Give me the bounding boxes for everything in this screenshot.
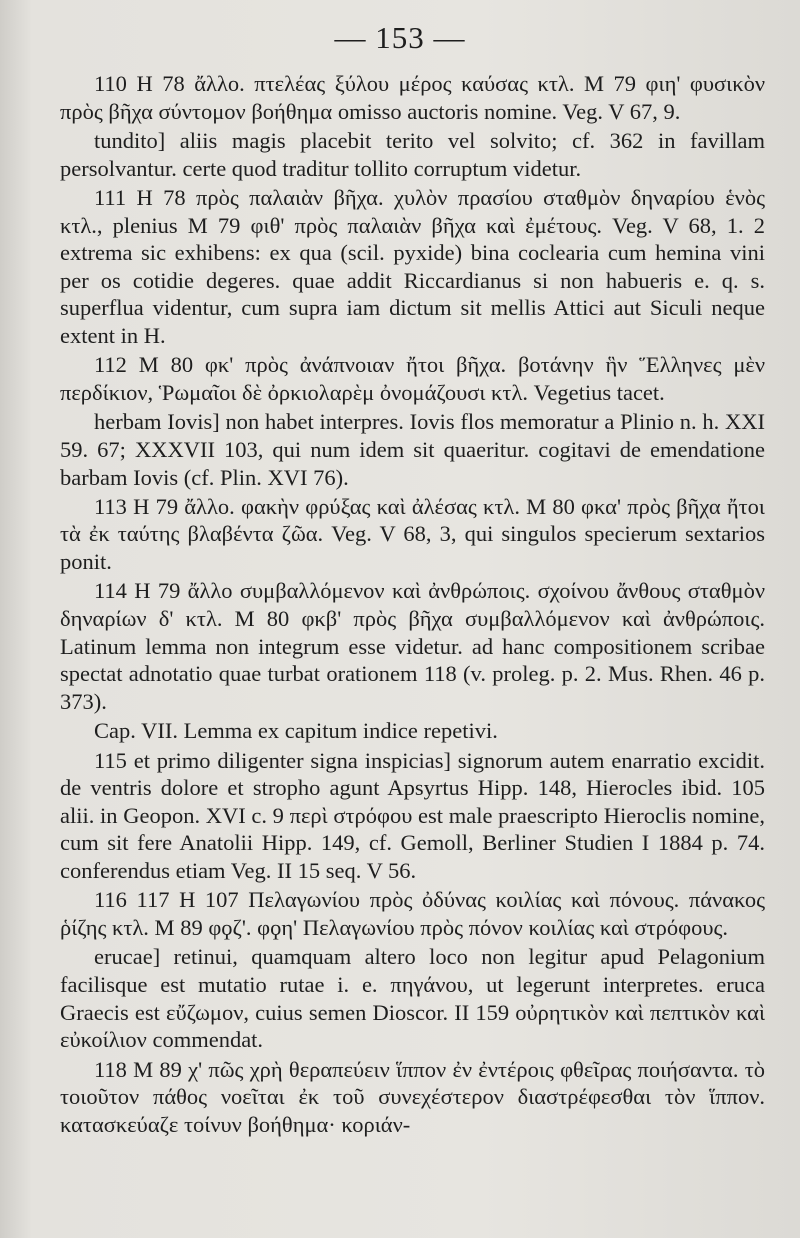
note-112: 112 M 80 φκ' πρὸς ἀνάπνοιαν ἤτοι βῆχα. βοτάνην ἣν Ἕλληνες μὲν περδίκιον, Ῥωμαῖοι δὲ ὀρκιολαρὲμ ὀνομάζουσι κτλ. Vegetius tacet.	[60, 352, 765, 405]
note-114: 114 H 79 ἄλλο συμβαλλόμενον καὶ ἀνθρώποις. σχοίνου ἄνθους σταθμὸν δηναρίων δ' κτλ. M 80 φκβ' πρὸς βῆχα συμβαλλόμενον καὶ ἀνθρώποις. Latinum lemma non integrum esse videtur. ad hanc compositionem scribae spectat adnotatio quae turbat orationem 118 (v. proleg. p. 2. Mus. Rhen. 46 p. 373).	[60, 578, 765, 714]
note-herbam-iovis: herbam Iovis] non habet interpres. Iovis flos memoratur a Plinio n. h. XXI 59. 67; XXXVII 103, qui num idem sit quaeritur. cogitavi de emendatione barbam Iovis (cf. Plin. XVI 76).	[60, 409, 765, 490]
note-erucae: erucae] retinui, quamquam altero loco non legitur apud Pelagonium facilisque est mutatio rutae i. e. πηγάνου, ut legerunt interpretes. eruca Graecis est εὔζωμον, cuius semen Dioscor. II 159 οὐρητικὸν καὶ πεπτικὸν καὶ εὐκοίλιον commendat.	[60, 944, 765, 1053]
note-110: 110 H 78 ἄλλο. πτελέας ξύλου μέρος καύσας κτλ. M 79 φιη' φυσικὸν πρὸς βῆχα σύντομον βοήθημα omisso auctoris nomine. Veg. V 67, 9.	[60, 71, 765, 124]
note-116-117: 116 117 H 107 Πελαγωνίου πρὸς ὀδύνας κοιλίας καὶ πόνους. πάνακος ῥίζης κτλ. M 89 φϙζ'. φϙη' Πελαγωνίου πρὸς πόνον κοιλίας καὶ στρόφους.	[60, 887, 765, 940]
note-111: 111 H 78 πρὸς παλαιὰν βῆχα. χυλὸν πρασίου σταθμὸν δηναρίου ἑνὸς κτλ., plenius M 79 φιθ' πρὸς παλαιὰν βῆχα καὶ ἐμέτους. Veg. V 68, 1. 2 extrema sic exhibens: ex qua (scil. pyxide) bina coclearia cum hemina vini per os cotidie degeres. quae addit Riccardianus si non habueris e. q. s. superflua videntur, cum supra iam dictum sit mellis Attici aut Siculi neque extent in H.	[60, 184, 765, 348]
commentary-body	[60, 70, 765, 1140]
note-118: 118 M 89 χ' πῶς χρὴ θεραπεύειν ἵππον ἐν ἐντέροις φθεῖρας ποιήσαντα. τὸ τοιοῦτον πάθος νοεῖται ἐκ τοῦ συνεχέστερον διαστρέφεσθαι τὸν ἵππον. κατασκεύαζε τοίνυν βοήθημα· κοριάν-	[60, 1056, 765, 1137]
note-tundito: tundito] aliis magis placebit terito vel solvito; cf. 362 in favillam persolvantur. certe quod traditur tollito corruptum videtur.	[60, 127, 765, 181]
note-115: 115 et primo diligenter signa inspicias] signorum autem enarratio excidit. de ventris dolore et stropho agunt Apsyrtus Hipp. 148, Hierocles ibid. 105 alii. in Geopon. XVI c. 9 περὶ στρόφου est male praescripto Hieroclis nomine, cum sit fere Anatolii Hipp. 149, cf. Gemoll, Berliner Studien I 1884 p. 74. conferendus etiam Veg. II 15 seq. V 56.	[60, 747, 765, 883]
note-cap-vii: Cap. VII. Lemma ex capitum indice repetivi.	[94, 718, 498, 744]
page-number: — 153 —	[334, 20, 466, 55]
note-113: 113 H 79 ἄλλο. φακὴν φρύξας καὶ ἀλέσας κτλ. M 80 φκα' πρὸς βῆχα ἤτοι τὰ ἐκ ταύτης βλαβέντα ζῶα. Veg. V 68, 3, qui singulos specierum sextarios ponit.	[60, 493, 765, 575]
